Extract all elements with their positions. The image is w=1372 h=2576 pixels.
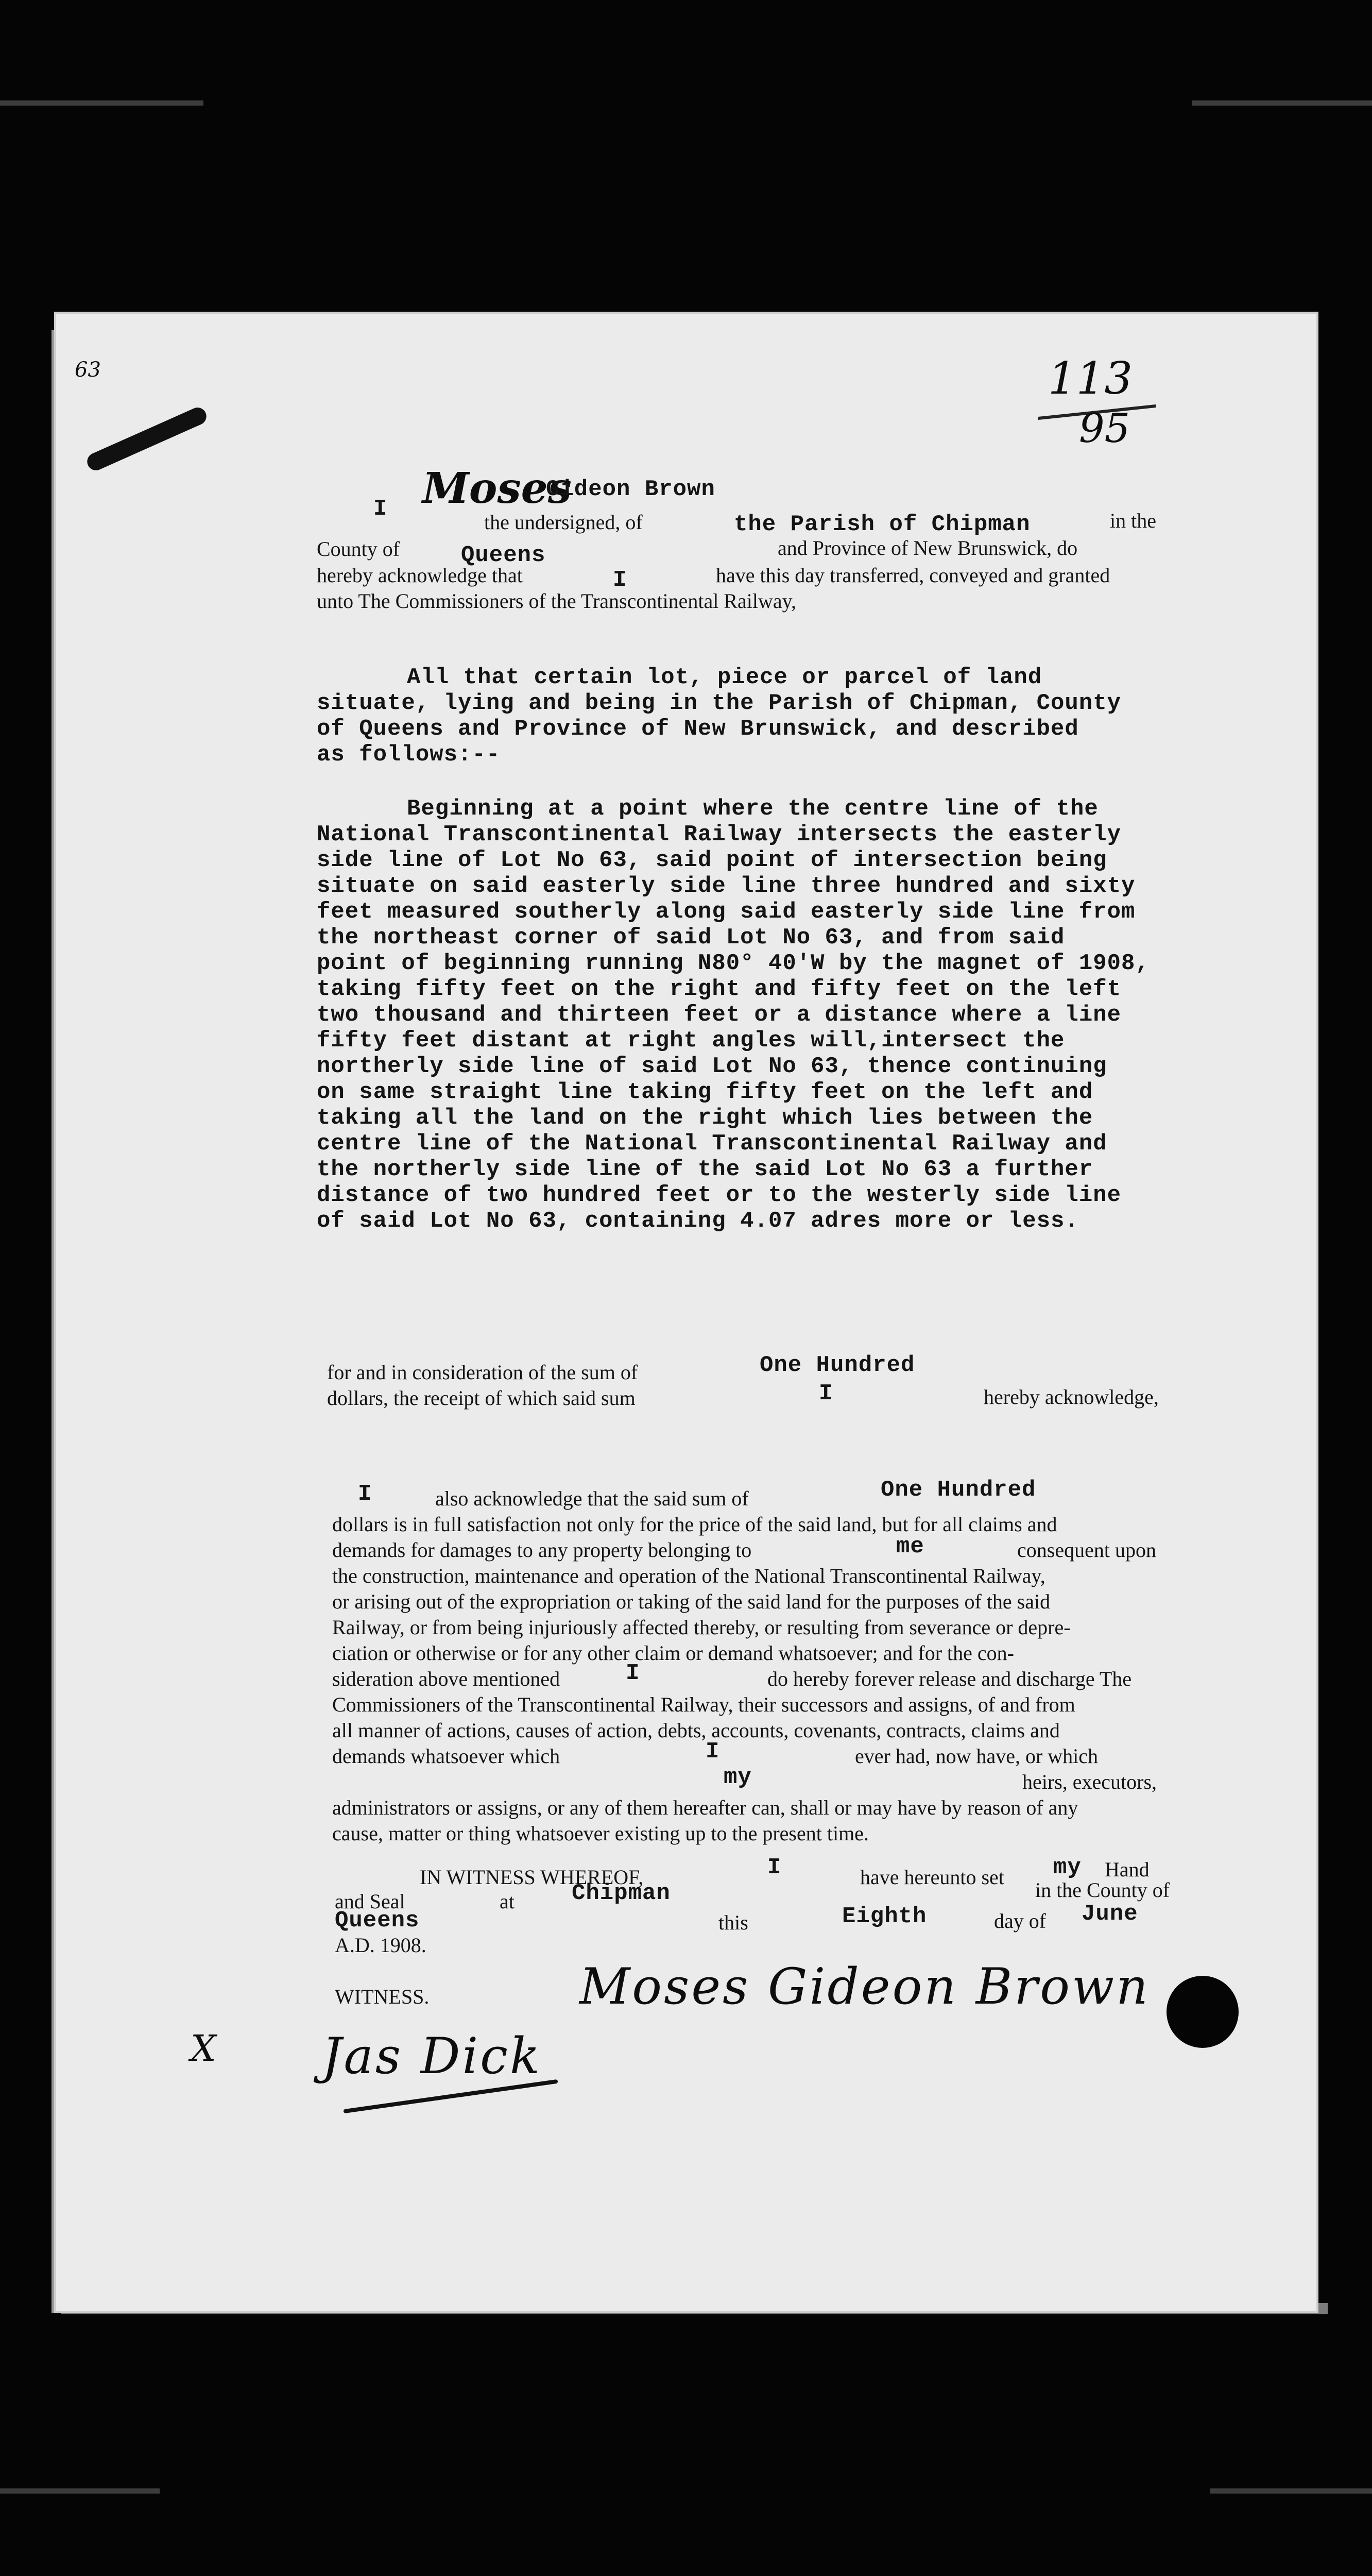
acknowledge-text: hereby acknowledge that	[317, 564, 523, 587]
witness-county: Queens	[335, 1908, 420, 1934]
film-edge-bottom-left	[0, 2488, 160, 2494]
commissioners-text: unto The Commissioners of the Transcontinental Railway,	[317, 589, 797, 613]
release-line: ciation or otherwise or for any other claim or demand whatsoever; and for the con-	[332, 1641, 1014, 1665]
in-the-text: in the	[1110, 509, 1156, 532]
grantor-pronoun: I	[373, 496, 388, 522]
release-line: all manner of actions, causes of action, debts, accounts, covenants, contracts, claims and	[332, 1719, 1060, 1742]
margin-mark: X	[191, 2027, 216, 2070]
description-line: taking fifty feet on the right and fifty feet on the left	[317, 976, 1122, 1002]
consideration-amount: One Hundred	[760, 1352, 915, 1378]
release-line: Commissioners of the Transcontinental Railway, their successors and assigns, of and from	[332, 1693, 1075, 1716]
release-line: sideration above mentioned	[332, 1667, 560, 1690]
description-line: side line of Lot No 63, said point of intersection being	[317, 848, 1107, 873]
release-belonging-to: me	[896, 1534, 924, 1560]
description-line: fifty feet distant at right angles will,intersect the	[317, 1028, 1065, 1054]
paper-clip-mark	[84, 405, 209, 473]
acknowledge-pronoun: I	[613, 567, 627, 593]
description-line: centre line of the National Transcontinental Railway and	[317, 1131, 1107, 1157]
description-line: of Queens and Province of New Brunswick, and described	[317, 716, 1079, 742]
film-edge-top-left	[0, 100, 203, 106]
grantor-name-handwritten: Moses	[422, 464, 572, 513]
transferred-text: have this day transferred, conveyed and granted	[716, 564, 1110, 587]
consideration-pronoun: I	[819, 1381, 833, 1406]
description-line: as follows:--	[317, 742, 501, 768]
description-line: Beginning at a point where the centre line of the	[407, 796, 1099, 822]
witness-hand: Hand	[1105, 1858, 1150, 1881]
witness-pronoun: I	[767, 1855, 782, 1880]
undersigned-text: the undersigned, of	[484, 511, 643, 534]
folio-number-bottom: 95	[1079, 405, 1130, 452]
description-line: of said Lot No 63, containing 4.07 adres more or less.	[317, 1208, 1079, 1234]
description-line: northerly side line of said Lot No 63, thence continuing	[317, 1054, 1107, 1079]
grantor-county: Queens	[461, 543, 546, 568]
consideration-acknowledge: hereby acknowledge,	[984, 1385, 1159, 1409]
witness-year-dot: .	[421, 1934, 426, 1957]
film-edge-top-right	[1192, 100, 1372, 106]
release-line: or arising out of the expropriation or taking of the said land for the purposes of the said	[332, 1590, 1051, 1613]
grantor-signature: Moses Gideon Brown	[579, 1958, 1150, 2015]
grantor-parish: the Parish of Chipman	[734, 512, 1031, 537]
release-line: the construction, maintenance and operation of the National Transcontinental Railway,	[332, 1564, 1045, 1587]
witness-in-county: in the County of	[1035, 1878, 1170, 1902]
film-edge-bottom-right	[1210, 2488, 1372, 2494]
description-line: point of beginning running N80° 40'W by the magnet of 1908,	[317, 951, 1150, 976]
release-line: consequent upon	[1017, 1538, 1156, 1562]
description-line: on same straight line taking fifty feet on the left and	[317, 1079, 1093, 1105]
witness-year	[335, 1933, 426, 1957]
folio-number-top: 113	[1048, 353, 1133, 404]
description-line: situate on said easterly side line three hundred and sixty	[317, 873, 1136, 899]
release-line: administrators or assigns, or any of them hereafter can, shall or may have by reason of any	[332, 1796, 1078, 1819]
document-page	[54, 312, 1318, 2313]
witness-possessive: my	[1053, 1855, 1082, 1880]
description-line: feet measured southerly along said easterly side line from	[317, 899, 1136, 925]
description-line: two thousand and thirteen feet or a distance where a line	[317, 1002, 1122, 1028]
corner-mark: 63	[75, 358, 101, 382]
description-line: situate, lying and being in the Parish of Chipman, County	[317, 690, 1122, 716]
witness-this-label: this	[718, 1911, 748, 1934]
release-amount: One Hundred	[881, 1477, 1036, 1503]
release-sideration-pronoun: I	[626, 1660, 640, 1686]
release-pronoun: I	[358, 1481, 372, 1507]
description-line: taking all the land on the right which lies between the	[317, 1105, 1093, 1131]
description-line: All that certain lot, piece or parcel of land	[407, 665, 1042, 690]
grantor-name-typed: Gideon Brown	[546, 477, 715, 502]
province-text: and Province of New Brunswick, do	[778, 536, 1078, 560]
witness-seal-label: and Seal	[335, 1890, 405, 1913]
release-line: dollars is in full satisfaction not only for the price of the said land, but for all claims and	[332, 1513, 1057, 1536]
seal-dot	[1167, 1976, 1239, 2048]
witness-at-label: at	[500, 1890, 514, 1913]
release-line: demands for damages to any property belonging to	[332, 1538, 752, 1562]
witness-place: Chipman	[572, 1880, 671, 1906]
release-line: cause, matter or thing whatsoever existing up to the present time.	[332, 1822, 869, 1845]
witness-hereunto: have hereunto set	[860, 1866, 1004, 1889]
witness-year-text: A.D. 1908	[335, 1934, 421, 1957]
description-line: distance of two hundred feet or to the westerly side line	[317, 1182, 1122, 1208]
release-line: Railway, or from being injuriously affected thereby, or resulting from severance or depre-	[332, 1616, 1071, 1639]
release-line: heirs, executors,	[1022, 1770, 1157, 1793]
description-line: the northerly side line of the said Lot No 63 a further	[317, 1157, 1093, 1182]
release-whatsoever-pronoun: I	[706, 1739, 720, 1765]
witness-day-of: day of	[994, 1909, 1047, 1933]
release-line: do hereby forever release and discharge The	[767, 1667, 1132, 1690]
release-also-text: also acknowledge that the said sum of	[435, 1487, 749, 1510]
county-label: County of	[317, 537, 400, 561]
release-line: ever had, now have, or which	[855, 1744, 1099, 1768]
consideration-line-1: for and in consideration of the sum of	[327, 1361, 638, 1384]
witness-day: Eighth	[842, 1904, 927, 1929]
description-line: the northeast corner of said Lot No 63, and from said	[317, 925, 1065, 951]
witness-signature: Jas Dick	[322, 2027, 542, 2085]
release-heirs-possessive: my	[724, 1765, 752, 1790]
witness-label: WITNESS.	[335, 1985, 430, 2008]
witness-heading: IN WITNESS WHEREOF,	[420, 1866, 644, 1889]
consideration-line-2: dollars, the receipt of which said sum	[327, 1386, 636, 1410]
release-line: demands whatsoever which	[332, 1744, 560, 1768]
witness-month: June	[1082, 1901, 1138, 1927]
description-line: National Transcontinental Railway intersects the easterly	[317, 822, 1122, 848]
